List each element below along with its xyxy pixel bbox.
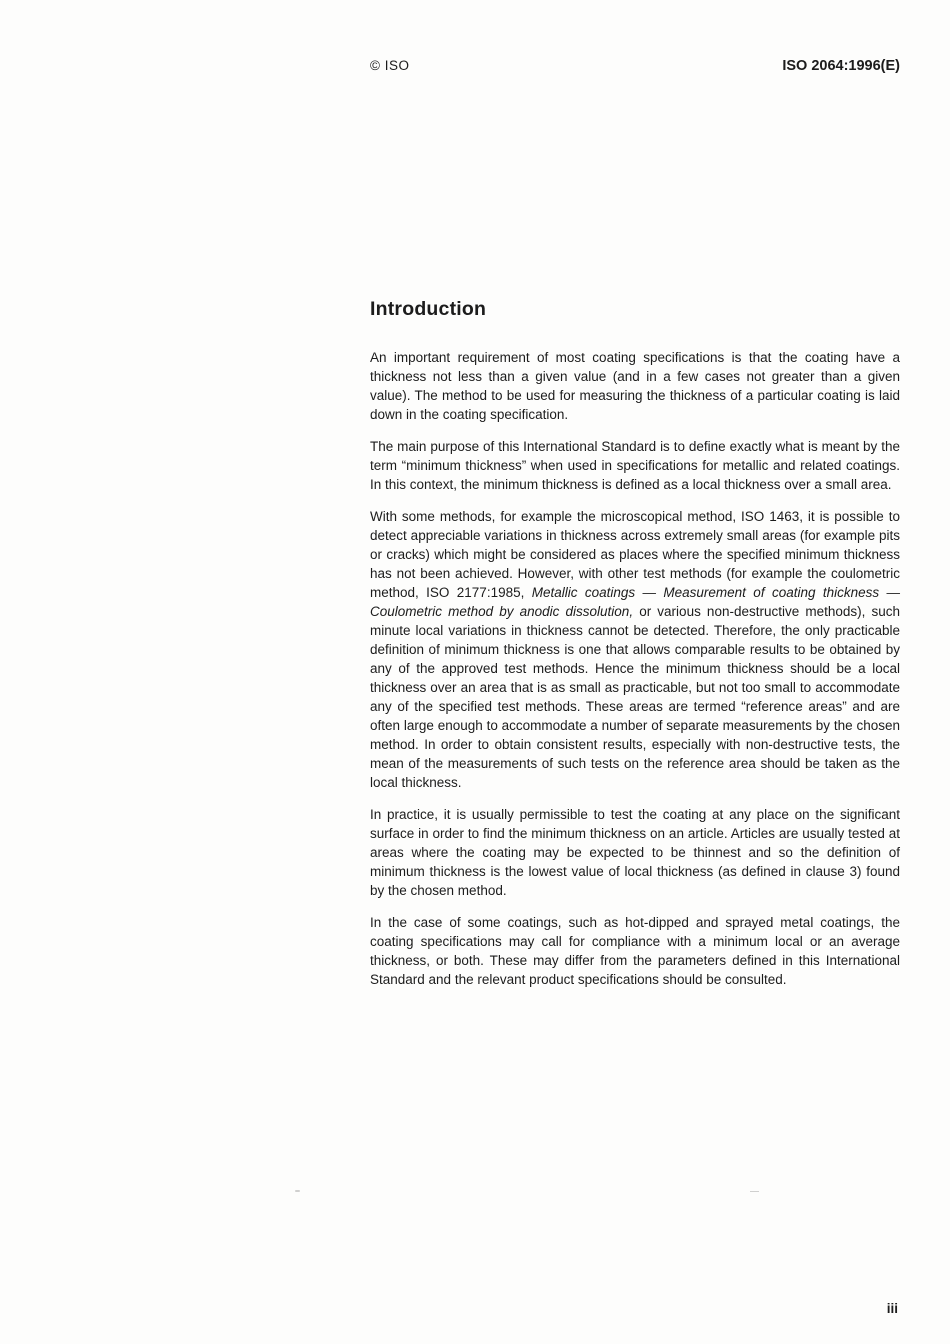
- scan-artifact: [750, 1191, 759, 1192]
- paragraph-text-segment: With some methods, for example the microscopical method, ISO 1463, it is possible to detect appreciable variations in thickness across extremely small areas (for example pits or cracks) which might be considered as places where the specified minimum thickness has not been achieved. However, with other test methods (for example the coulometric method, ISO 2177:1985,: [370, 509, 900, 600]
- page-number: iii: [886, 1301, 898, 1316]
- copyright-notice: © ISO: [370, 58, 410, 73]
- document-reference: ISO 2064:1996(E): [782, 58, 900, 74]
- section-heading: Introduction: [370, 298, 487, 320]
- paragraph: [370, 913, 900, 989]
- paragraph-text-segment: An important requirement of most coating specifications is that the coating have a thickness not less than a given value (and in a few cases not greater than a given value). The method to be used for measuring the thickness of a particular coating is laid down in the coating specification.: [370, 350, 900, 422]
- paragraph-text-segment: In the case of some coatings, such as hot-dipped and sprayed metal coatings, the coating specifications may call for compliance with a minimum local or an average thickness, or both. These may differ from the parameters defined in this International Standard and the relevant product specifications should be consulted.: [370, 915, 900, 987]
- paragraph: [370, 805, 900, 900]
- scan-artifact: [295, 1190, 300, 1192]
- paragraph: [370, 437, 900, 494]
- paragraph: [370, 507, 900, 792]
- paragraph-text-segment: or various non-destructive methods), such minute local variations in thickness cannot be detected. Therefore, the only practicable definition of minimum thickness is one that allows comparable results to be obtained by any of the approved test methods. Hence the minimum thickness should be a local thickness over an area that is as small as practicable, but not too small to accommodate any of the specified test methods. These areas are termed “reference areas” and are often large enough to accommodate a number of separate measurements by the chosen method. In order to obtain consistent results, especially with non-destructive tests, the mean of the measurements of such tests on the reference area should be taken as the local thickness.: [370, 604, 900, 790]
- document-body: [370, 298, 900, 1002]
- paragraph-text-segment: The main purpose of this International Standard is to define exactly what is meant by the term “minimum thickness” when used in specifications for metallic and related coatings. In this context, the minimum thickness is defined as a local thickness over a small area.: [370, 439, 900, 492]
- paragraphs-container: [370, 348, 900, 989]
- paragraph: [370, 348, 900, 424]
- paragraph-italic-segment: Metallic coatings — Measurement of coating thickness — Coulometric method by anodic dissolution,: [370, 585, 900, 619]
- page-header: [370, 58, 900, 74]
- paragraph-text-segment: In practice, it is usually permissible to test the coating at any place on the significant surface in order to find the minimum thickness on an article. Articles are usually tested at areas where the coating may be expected to be thinnest and so the definition of minimum thickness is the lowest value of local thickness (as defined in clause 3) found by the chosen method.: [370, 807, 900, 898]
